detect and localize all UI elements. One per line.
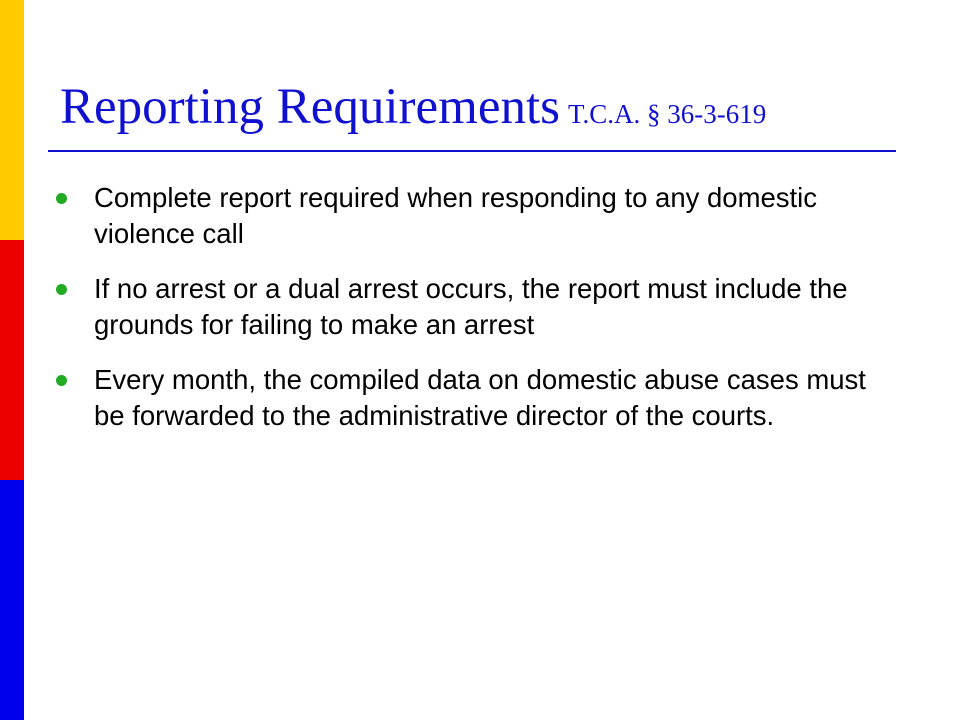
side-bar-blue-segment <box>0 480 24 720</box>
bullet-text: Complete report required when responding to any domestic violence call <box>94 182 818 249</box>
bullet-item <box>48 271 878 343</box>
bullet-text: Every month, the compiled data on domestic abuse cases must be forwarded to the administrative director of the courts. <box>94 364 866 431</box>
bullet-item <box>48 180 878 252</box>
side-bar-red-segment <box>0 240 24 480</box>
green-dot-icon <box>56 193 67 204</box>
bullet-list <box>48 180 878 453</box>
green-dot-icon <box>56 375 67 386</box>
slide-title-main: Reporting Requirements <box>60 79 560 135</box>
bullet-text: If no arrest or a dual arrest occurs, the report must include the grounds for failing to make an arrest <box>94 273 848 340</box>
title-underline-rule <box>48 150 896 152</box>
side-color-bar <box>0 0 24 720</box>
bullet-item <box>48 362 878 434</box>
side-bar-yellow-segment <box>0 0 24 240</box>
green-dot-icon <box>56 284 67 295</box>
slide-title <box>60 79 767 135</box>
slide-title-citation: T.C.A. § 36-3-619 <box>568 99 767 129</box>
